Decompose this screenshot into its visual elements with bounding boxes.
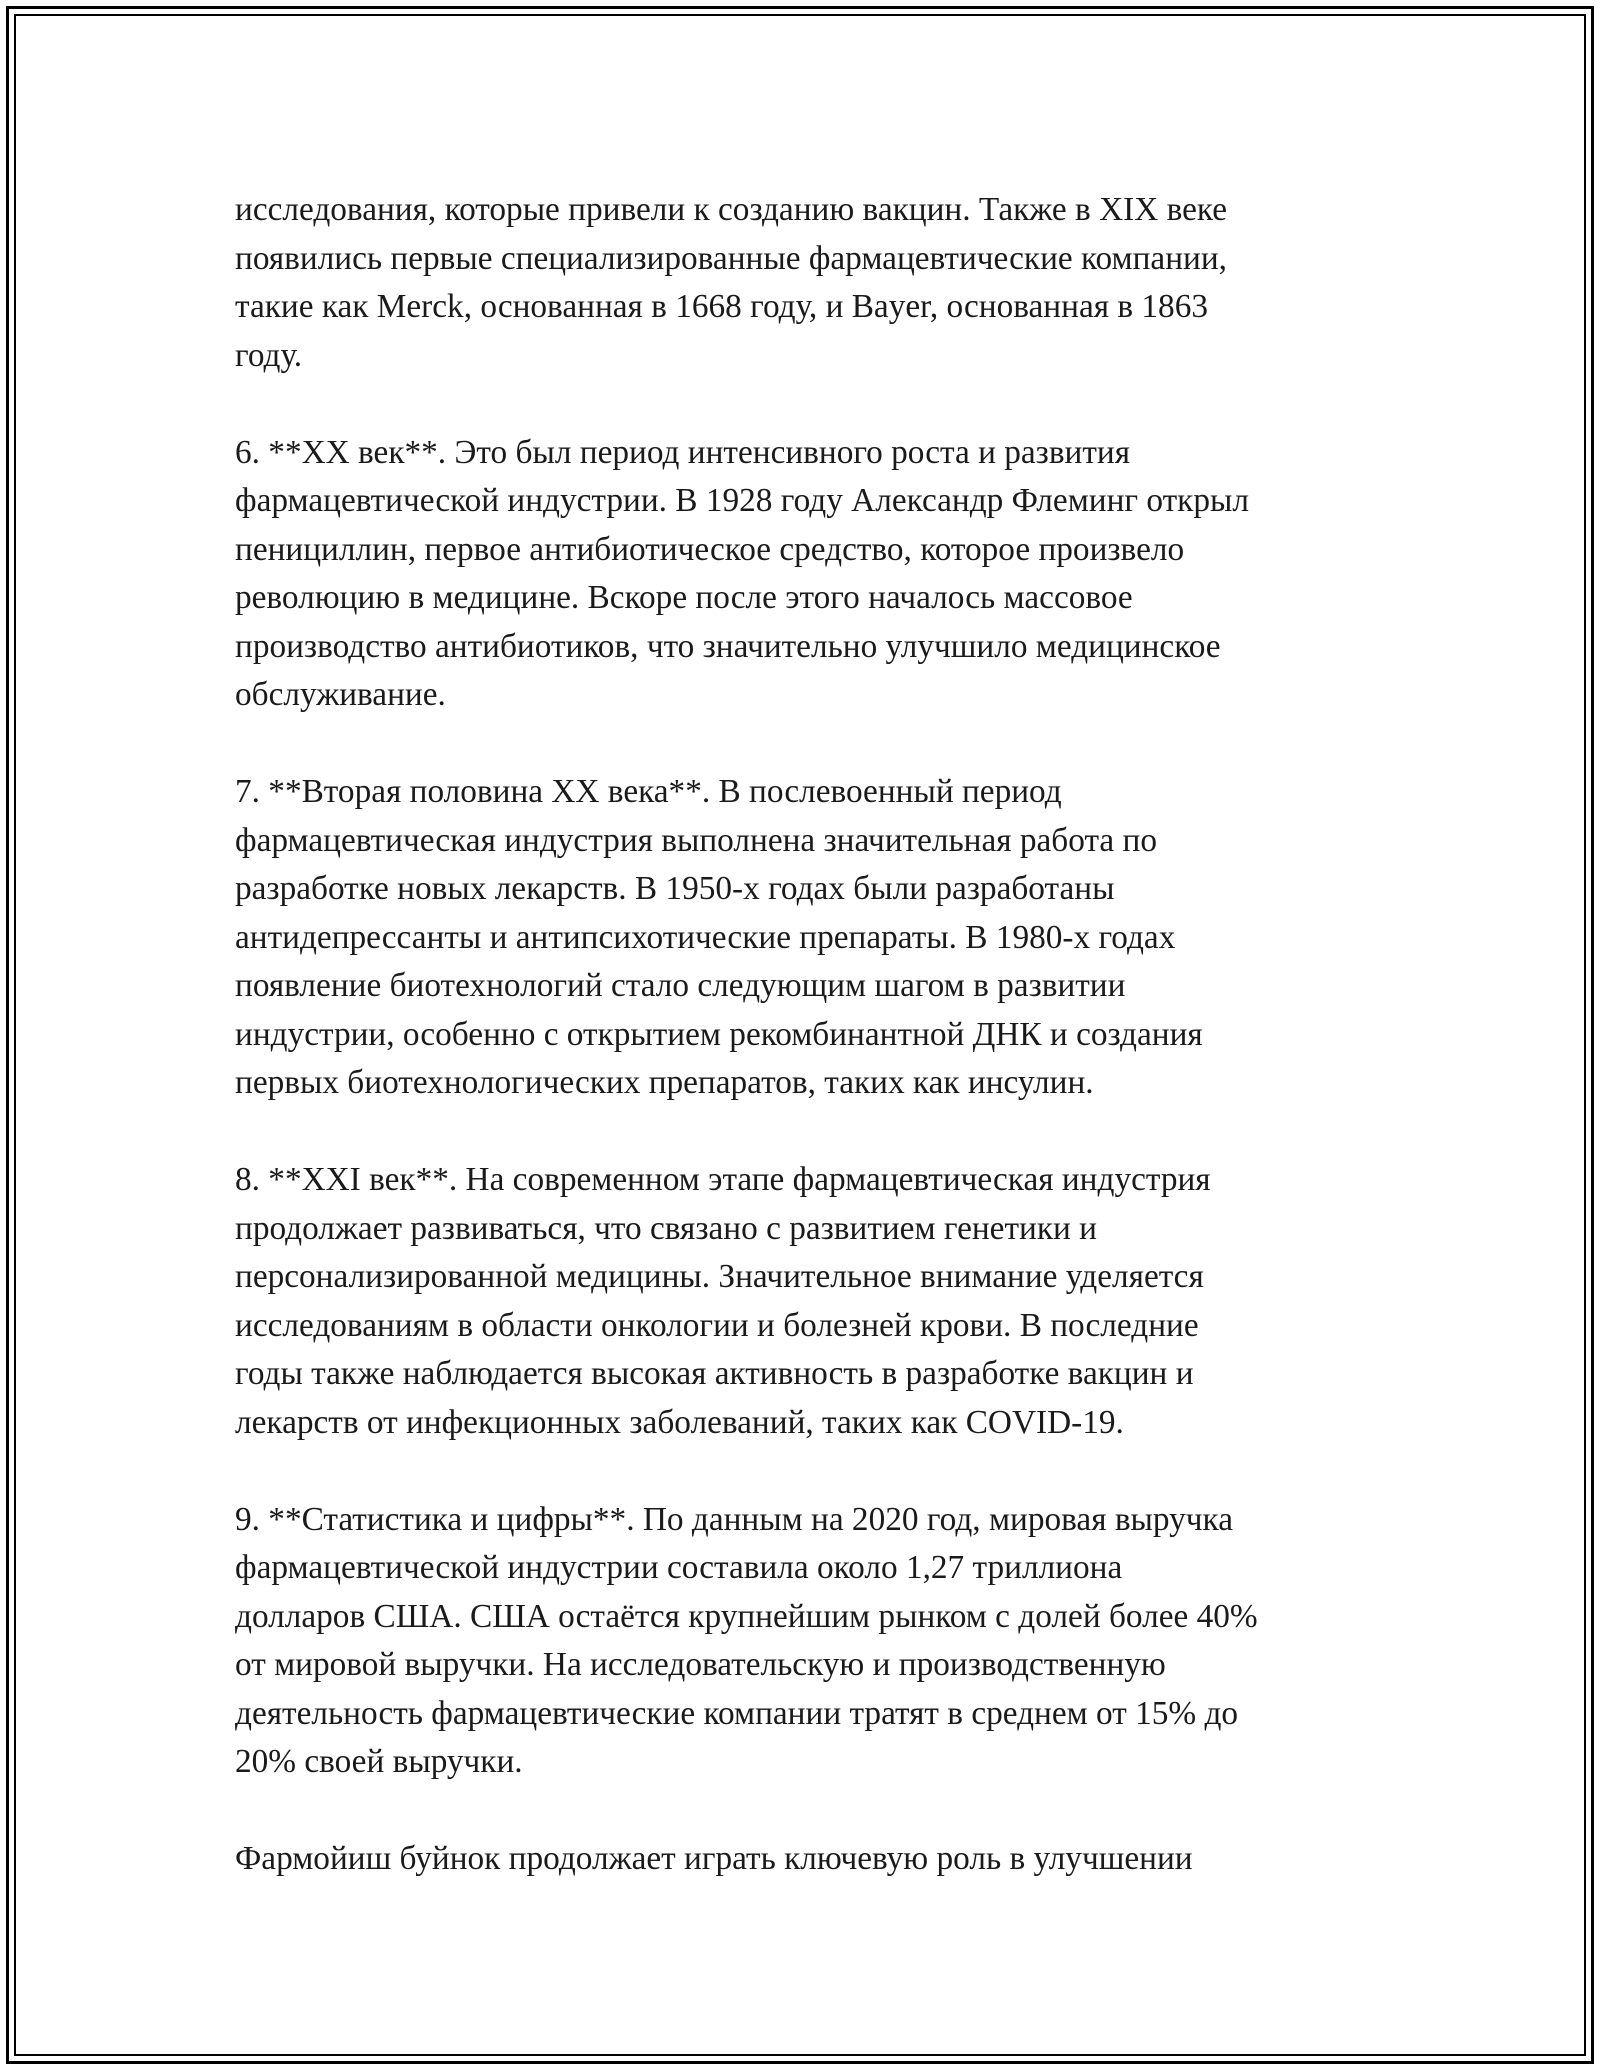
text-line: 8. **XXI век**. На современном этапе фармацевтическая индустрия [235, 1161, 1211, 1198]
text-line: долларов США. США остаётся крупнейшим рынком с долей более 40% [235, 1597, 1258, 1635]
text-line: производство антибиотиков, что значительно улучшило медицинское [235, 627, 1221, 665]
text-line: антидепрессанты и антипсихотические препараты. В 1980-х годах [235, 918, 1176, 956]
text-line: фармацевтической индустрии составила около 1,27 триллиона [235, 1549, 1123, 1586]
text-line: продолжает развиваться, что связано с развитием генетики и [235, 1209, 1097, 1247]
text-line: 20% своей выручки. [235, 1743, 523, 1780]
text-line: фармацевтической индустрии. В 1928 году Александр Флеминг открыл [235, 482, 1249, 519]
text-line: исследования, которые привели к созданию вакцин. Также в XIX веке [235, 191, 1228, 228]
text-line: годы также наблюдается высокая активность в разработке вакцин и [235, 1355, 1194, 1392]
text-line: персонализированной медицины. Значительное внимание уделяется [235, 1258, 1204, 1295]
text-line: 7. **Вторая половина XX века**. В послевоенный период [235, 773, 1062, 810]
text-line: революцию в медицине. Вскоре после этого началось массовое [235, 579, 1133, 616]
text-line: появились первые специализированные фармацевтические компании, [235, 239, 1227, 277]
paragraph [235, 1835, 1395, 1884]
text-line: пенициллин, первое антибиотическое средство, которое произвело [235, 530, 1185, 568]
text-line: Фармойиш буйнок продолжает играть ключевую роль в улучшении [235, 1840, 1193, 1877]
text-line: 6. **XX век**. Это был период интенсивного роста и развития [235, 433, 1131, 471]
text-line: лекарств от инфекционных заболеваний, таких как COVID-19. [235, 1403, 1124, 1441]
text-line: такие как Merck, основанная в 1668 году, и Bayer, основанная в 1863 [235, 288, 1209, 325]
text-line: году. [235, 336, 303, 374]
paragraph [235, 768, 1395, 1108]
text-line: 9. **Статистика и цифры**. По данным на 2020 год, мировая выручка [235, 1500, 1233, 1538]
text-line: первых биотехнологических препаратов, таких как инсулин. [235, 1064, 1094, 1101]
paragraph [235, 1156, 1395, 1447]
text-line: исследованиям в области онкологии и болезней крови. В последние [235, 1306, 1199, 1344]
paragraph [235, 429, 1395, 720]
paragraph [235, 1496, 1395, 1787]
text-line: деятельность фармацевтические компании тратят в среднем от 15% до [235, 1694, 1239, 1732]
text-line: от мировой выручки. На исследовательскую и производственную [235, 1646, 1166, 1683]
text-line: фармацевтическая индустрия выполнена значительная работа по [235, 821, 1157, 859]
text-line: разработке новых лекарств. В 1950-х годах были разработаны [235, 870, 1115, 907]
document-body [235, 186, 1395, 1884]
paragraph [235, 186, 1395, 380]
text-line: появление биотехнологий стало следующим шагом в развитии [235, 967, 1126, 1004]
text-line: индустрии, особенно с открытием рекомбинантной ДНК и создания [235, 1015, 1203, 1053]
text-line: обслуживание. [235, 676, 446, 713]
